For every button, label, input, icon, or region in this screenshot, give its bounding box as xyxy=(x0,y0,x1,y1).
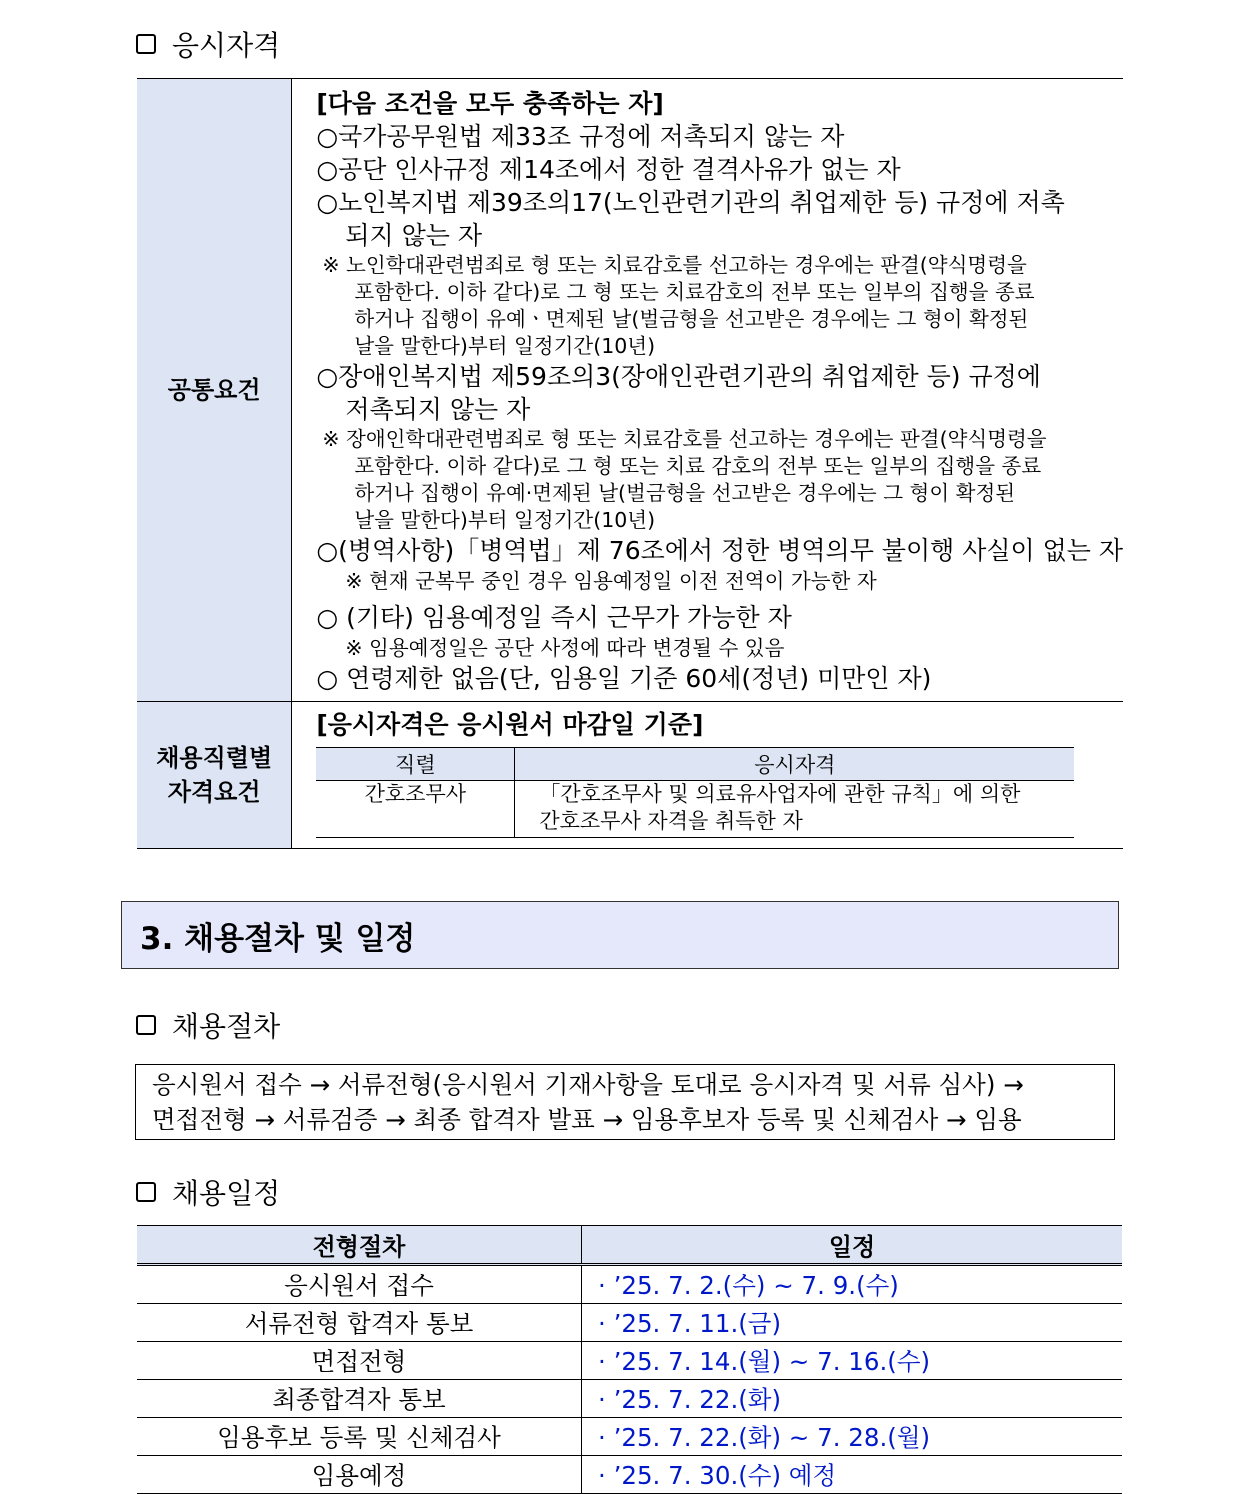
job-col-header: 직렬 xyxy=(316,748,515,781)
note-1-line-2: 포함한다. 이하 같다)로 그 형 또는 치료감호의 전부 또는 일부의 집행을 종료 xyxy=(354,280,1035,304)
note-2-line-1: ※ 장애인학대관련범죄로 형 또는 치료감호를 선고하는 경우에는 판결(약식명령을 xyxy=(322,427,1047,451)
common-item-4-cont: 저촉되지 않는 자 xyxy=(345,395,531,424)
qual-col-header: 응시자격 xyxy=(515,748,1075,781)
note-4: ※ 임용예정일은 공단 사정에 따라 변경될 수 있음 xyxy=(345,636,785,660)
section-3-banner xyxy=(121,901,1119,969)
step-cell: 임용후보 등록 및 신체검사 xyxy=(137,1418,582,1456)
date-col-header: 일정 xyxy=(582,1226,1123,1265)
common-item-7: ○ 연령제한 없음(단, 임용일 기준 60세(정년) 미만인 자) xyxy=(316,664,932,693)
common-requirements-row xyxy=(137,79,1123,702)
common-requirements-label: 공통요건 xyxy=(137,79,292,702)
checkbox-square-icon xyxy=(136,1015,156,1035)
table-row xyxy=(137,1380,1122,1418)
date-cell: · ’25. 7. 30.(수) 예정 xyxy=(582,1456,1123,1494)
procedure-line-1: 응시원서 접수 → 서류전형(응시원서 기재사항을 토대로 응시자격 및 서류 심사) → xyxy=(152,1070,1024,1099)
section-3-title: 3. 채용절차 및 일정 xyxy=(140,920,416,957)
step-cell: 최종합격자 통보 xyxy=(137,1380,582,1418)
step-cell: 응시원서 접수 xyxy=(137,1265,582,1304)
job-requirements-row xyxy=(137,702,1123,849)
table-row xyxy=(137,1265,1122,1304)
date-cell: · ’25. 7. 14.(월) ~ 7. 16.(수) xyxy=(582,1342,1123,1380)
note-1-line-1: ※ 노인학대관련범죄로 형 또는 치료감호를 선고하는 경우에는 판결(약식명령을 xyxy=(322,253,1027,277)
common-requirements-content xyxy=(292,79,1123,702)
date-cell: · ’25. 7. 2.(수) ~ 7. 9.(수) xyxy=(582,1265,1123,1304)
schedule-heading-text: 채용일정 xyxy=(172,1177,281,1210)
procedure-line-2: 면접전형 → 서류검증 → 최종 합격자 발표 → 임용후보자 등록 및 신체검사 → 임용 xyxy=(152,1105,1022,1134)
qualification-heading-text: 응시자격 xyxy=(172,29,281,62)
note-2-line-4: 날을 말한다)부터 일정기간(10년) xyxy=(354,508,656,532)
checkbox-square-icon xyxy=(136,1182,156,1202)
job-name: 간호조무사 xyxy=(316,781,515,838)
step-cell: 면접전형 xyxy=(137,1342,582,1380)
common-item-5: ○(병역사항)「병역법」제 76조에서 정한 병역의무 불이행 사실이 없는 자 xyxy=(316,536,1123,565)
note-2-line-2: 포함한다. 이하 같다)로 그 형 또는 치료 감호의 전부 또는 일부의 집행을 종료 xyxy=(354,454,1042,478)
step-col-header: 전형절차 xyxy=(137,1226,582,1265)
date-cell: · ’25. 7. 22.(화) xyxy=(582,1380,1123,1418)
qualification-table xyxy=(137,78,1123,849)
common-item-6: ○ (기타) 임용예정일 즉시 근무가 가능한 자 xyxy=(316,603,792,632)
qualification-heading xyxy=(136,24,280,64)
table-row xyxy=(137,1418,1122,1456)
procedure-heading-text: 채용절차 xyxy=(172,1010,281,1043)
step-cell: 서류전형 합격자 통보 xyxy=(137,1304,582,1342)
date-cell: · ’25. 7. 11.(금) xyxy=(582,1304,1123,1342)
procedure-box xyxy=(135,1064,1115,1140)
table-row xyxy=(137,1342,1122,1380)
schedule-heading xyxy=(136,1172,280,1212)
date-cell: · ’25. 7. 22.(화) ~ 7. 28.(월) xyxy=(582,1418,1123,1456)
job-table xyxy=(316,747,1074,838)
table-row xyxy=(316,781,1074,838)
schedule-table xyxy=(137,1225,1122,1494)
job-title: [응시자격은 응시원서 마감일 기준] xyxy=(316,710,704,739)
procedure-heading xyxy=(136,1005,280,1045)
common-item-2: ○공단 인사규정 제14조에서 정한 결격사유가 없는 자 xyxy=(316,155,901,184)
note-1-line-3: 하거나 집행이 유예ㆍ면제된 날(벌금형을 선고받은 경우에는 그 형이 확정된 xyxy=(354,307,1029,331)
note-3: ※ 현재 군복무 중인 경우 임용예정일 이전 전역이 가능한 자 xyxy=(345,569,877,593)
note-1-line-4: 날을 말한다)부터 일정기간(10년) xyxy=(354,334,656,358)
note-2-line-3: 하거나 집행이 유예·면제된 날(벌금형을 선고받은 경우에는 그 형이 확정된 xyxy=(354,481,1016,505)
table-row xyxy=(137,1304,1122,1342)
common-item-1: ○국가공무원법 제33조 규정에 저촉되지 않는 자 xyxy=(316,122,845,151)
step-cell: 임용예정 xyxy=(137,1456,582,1494)
job-qualification: 「간호조무사 및 의료유사업자에 관한 규칙」에 의한 간호조무사 자격을 취득한 자 xyxy=(515,781,1075,838)
job-requirements-label: 채용직렬별 자격요건 xyxy=(137,702,292,849)
checkbox-square-icon xyxy=(136,34,156,54)
job-requirements-content xyxy=(292,702,1123,849)
common-item-4: ○장애인복지법 제59조의3(장애인관련기관의 취업제한 등) 규정에 xyxy=(316,362,1041,391)
common-item-3: ○노인복지법 제39조의17(노인관련기관의 취업제한 등) 규정에 저촉 xyxy=(316,188,1065,217)
common-item-3-cont: 되지 않는 자 xyxy=(345,221,482,250)
common-title: [다음 조건을 모두 충족하는 자] xyxy=(316,89,664,118)
table-row xyxy=(137,1456,1122,1494)
